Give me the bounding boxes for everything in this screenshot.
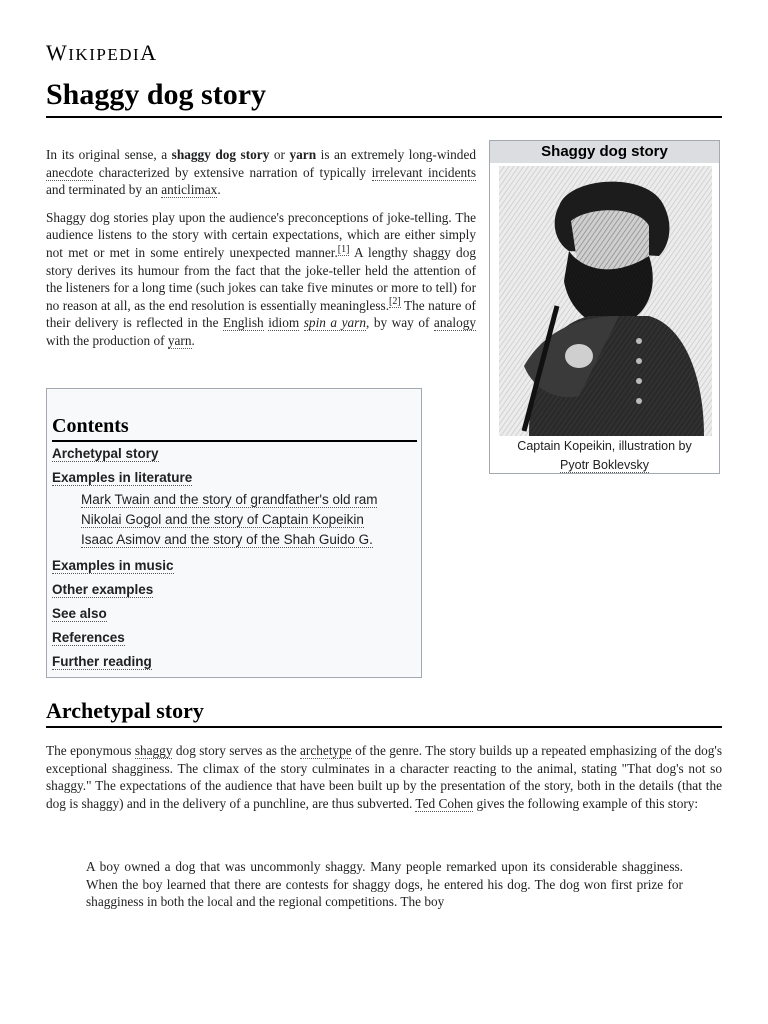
link-anticlimax[interactable]: anticlimax — [161, 182, 218, 198]
link-idiom[interactable]: idiom — [268, 315, 300, 331]
toc-item-other-examples[interactable] — [52, 578, 416, 602]
wordmark-middle: IKIPEDI — [68, 45, 141, 64]
toc-link[interactable]: Further reading — [52, 654, 152, 669]
text-run: or — [269, 147, 290, 162]
link-ted-cohen[interactable]: Ted Cohen — [415, 795, 474, 811]
text-run: Shaggy dog stories play upon the audience's preconceptions of joke-telling. The audience listens to the story with certain expectations, which are either simply not met or met in some entirely unexpected manner. — [46, 209, 476, 260]
text-run: dog story serves as the — [172, 743, 301, 758]
block-quote — [86, 858, 683, 911]
italic-text: spin a yarn — [303, 315, 366, 331]
bold-term-shaggy-dog-story: shaggy dog story — [171, 147, 270, 162]
text-run: and terminated by an — [46, 182, 162, 198]
toc-link[interactable]: See also — [52, 606, 107, 621]
infobox-image[interactable] — [499, 166, 712, 436]
toc-heading: Contents — [52, 413, 417, 442]
bold-term-yarn: yarn — [289, 147, 317, 162]
link-spin-a-yarn[interactable] — [304, 315, 366, 331]
text-run: A lengthy shaggy dog story derives its humour from the fact that the joke-teller held the attention of the listeners for a long time (such jokes can take five minutes or more to tell) for no reason at all, as the end resolution is essentially meaningless. — [46, 244, 476, 313]
text-run: , by way of — [365, 315, 434, 331]
link-shaggy[interactable]: shaggy — [134, 743, 173, 758]
toc-subitem-isaac-asimov[interactable] — [52, 530, 416, 550]
toc-item-see-also[interactable] — [52, 602, 416, 626]
toc-item-references[interactable] — [52, 626, 416, 650]
table-of-contents — [46, 388, 422, 678]
portrait-illustration — [499, 166, 712, 436]
text-run: The eponymous — [46, 743, 135, 758]
lead-paragraph-2 — [46, 209, 476, 350]
toc-link[interactable]: Archetypal story — [52, 446, 159, 461]
link-english[interactable]: English — [223, 315, 264, 331]
toc-link[interactable]: References — [52, 630, 125, 645]
section-paragraph — [46, 742, 722, 812]
reference-1[interactable] — [338, 244, 350, 256]
text-run: gives the following example of this story: — [473, 795, 699, 811]
infobox-caption — [490, 437, 719, 475]
link-pyotr-boklevsky[interactable]: Pyotr Boklevsky — [560, 458, 649, 472]
link-analogy[interactable]: analogy — [433, 315, 477, 331]
text-run: In its original sense, a — [46, 147, 172, 162]
toc-item-examples-in-music[interactable] — [52, 554, 416, 578]
text-run: The nature of their delivery is reflected in the — [46, 297, 476, 331]
text-run: with the production of — [46, 332, 168, 348]
text-run: is an extremely long-winded — [316, 147, 476, 162]
link-yarn[interactable]: yarn — [167, 332, 192, 348]
caption-text: Captain Kopeikin, illustration by — [517, 439, 692, 453]
quote-text: A boy owned a dog that was uncommonly shaggy. Many people remarked upon its considerable shagginess. When the boy learned that there are contests for shaggy dogs, he entered his dog. The dog won first prize for shagginess in both the local and the regional competitions. The boy — [86, 859, 683, 910]
text-run: characterized by extensive narration of typically — [93, 164, 372, 180]
infobox — [489, 140, 720, 474]
lead-section — [46, 146, 476, 360]
page-title: Shaggy dog story — [46, 78, 722, 118]
text-run: . — [191, 332, 195, 348]
text-run: . — [217, 182, 221, 198]
lead-paragraph-1 — [46, 146, 476, 199]
wikipedia-wordmark[interactable] — [46, 40, 158, 66]
toc-item-examples-in-literature[interactable] — [52, 466, 416, 490]
toc-subitem-nikolai-gogol[interactable] — [52, 510, 416, 530]
link-irrelevant-incidents[interactable]: irrelevant incidents — [371, 164, 476, 180]
toc-item-further-reading[interactable] — [52, 650, 416, 674]
text-run: of the genre. The story builds up a repeated emphasizing of the dog's exceptional shagginess. The climax of the story culminates in a character reacting to the animal, stating "That dog's not so shaggy." The expectations of the audience that have been built up by the presentation of the story, both in the details (that the dog is shaggy) and in the delivery of a punchline, are thus subverted. — [46, 743, 722, 811]
reference-link[interactable]: [1] — [337, 243, 350, 255]
infobox-title: Shaggy dog story — [490, 141, 719, 163]
reference-2[interactable] — [389, 296, 401, 308]
toc-link[interactable]: Examples in literature — [52, 470, 193, 485]
link-anecdote[interactable]: anecdote — [46, 164, 94, 180]
toc-link[interactable]: Mark Twain and the story of grandfather's old ram — [81, 492, 378, 507]
toc-list — [52, 442, 416, 674]
wordmark-final: A — [140, 40, 158, 65]
toc-link[interactable]: Other examples — [52, 582, 154, 597]
section-heading-archetypal-story: Archetypal story — [46, 696, 722, 728]
toc-link[interactable]: Examples in music — [52, 558, 174, 573]
wordmark-initial: W — [46, 40, 69, 65]
section-archetypal-story-body — [46, 742, 722, 812]
toc-link[interactable]: Nikolai Gogol and the story of Captain Kopeikin — [81, 512, 364, 527]
link-archetype[interactable]: archetype — [300, 743, 352, 758]
toc-item-archetypal-story[interactable] — [52, 442, 416, 466]
reference-link[interactable]: [2] — [389, 296, 401, 308]
toc-subitem-mark-twain[interactable] — [52, 490, 416, 510]
toc-link[interactable]: Isaac Asimov and the story of the Shah Guido G. — [81, 532, 373, 547]
